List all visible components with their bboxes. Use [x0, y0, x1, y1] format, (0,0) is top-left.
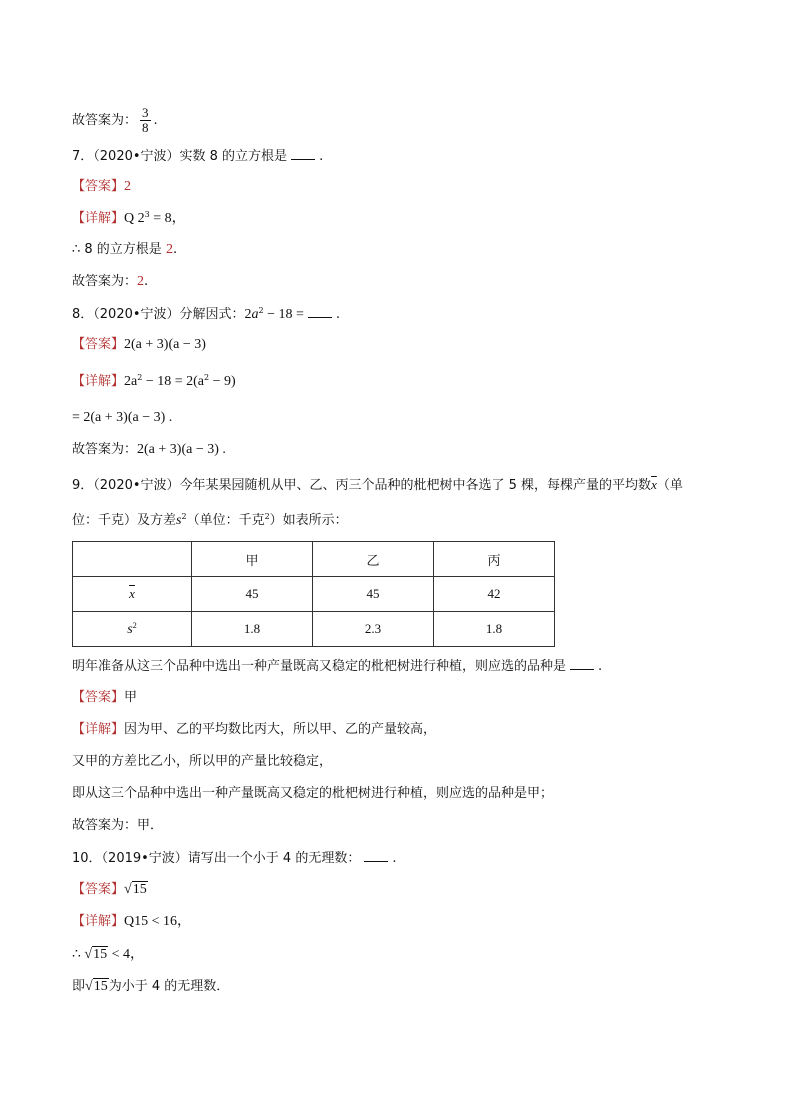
table-header-cell	[73, 542, 192, 577]
detail-math: < 4，	[108, 947, 145, 962]
detail-text: 即	[72, 979, 86, 994]
period: .	[598, 659, 603, 674]
detail-math: − 9)	[209, 374, 236, 389]
expr-coef: 2	[244, 307, 252, 322]
table-header-cell: 甲	[192, 542, 313, 577]
question-9-text-end: （单	[656, 478, 683, 493]
detail-text: 因为甲、乙的平均数比丙大，所以甲、乙的产量较高，	[124, 722, 437, 737]
question-7	[72, 147, 323, 166]
detail-tag: 【详解】	[72, 722, 125, 737]
q9-final-line	[72, 817, 163, 835]
mean-symbol: $\overline{x}$	[651, 477, 657, 492]
detail-math-rest: = 8，	[149, 211, 186, 226]
final-answer-label: 故答案为：	[72, 274, 138, 289]
answer-blank	[308, 305, 332, 318]
radicand: 15	[132, 882, 147, 897]
period: .	[335, 307, 341, 322]
detail-math: = 2(a + 3)(a − 3) .	[72, 410, 173, 425]
detail-math: Q15 < 16，	[124, 914, 192, 929]
q10-detail-line-3	[72, 978, 229, 996]
detail-math: 2a	[124, 374, 138, 389]
table-row	[73, 612, 555, 647]
variance-symbol: s	[176, 513, 182, 528]
period: .	[392, 851, 397, 866]
question-10-text: 10．（2019•宁波）请写出一个小于 4 的无理数：	[72, 851, 361, 866]
table-header-row	[73, 542, 555, 577]
expr-var: a	[251, 307, 259, 322]
final-answer-label: 故答案为：	[72, 442, 138, 457]
sqrt-expression: √15	[124, 882, 147, 897]
table-cell: 1.8	[434, 612, 555, 647]
exponent: 3	[144, 210, 150, 219]
q10-detail-line-2	[72, 946, 144, 964]
detail-text: 又甲的方差比乙小，所以甲的产量比较稳定，	[72, 754, 333, 769]
answer-tag: 【答案】	[72, 882, 125, 897]
q8-detail-line-2	[72, 409, 172, 427]
period: .	[144, 274, 149, 289]
table-cell: 2.3	[313, 612, 434, 647]
exponent: 2	[132, 620, 137, 630]
fraction-denominator: 8	[142, 120, 149, 135]
detail-value: 2	[165, 242, 173, 257]
question-9-text: ）如表所示：	[269, 513, 348, 528]
therefore-symbol: ∴	[72, 947, 85, 962]
expr-rest: − 18 =	[263, 307, 304, 322]
question-9-line-2	[72, 512, 348, 530]
data-table	[72, 541, 555, 647]
detail-text: ∴ 8 的立方根是	[72, 242, 166, 257]
q10-detail-line	[72, 913, 191, 931]
question-7-text: 7．（2020•宁波）实数 8 的立方根是	[72, 149, 288, 164]
question-9-after-table	[72, 657, 602, 676]
question-9	[72, 476, 683, 495]
question-8-text: 8．（2020•宁波）分解因式：	[72, 307, 245, 322]
final-answer-value: 2(a + 3)(a − 3) .	[137, 442, 226, 457]
q8-final-line	[72, 441, 226, 459]
q8-detail-line	[72, 373, 236, 391]
exponent: 2	[204, 373, 210, 382]
question-10	[72, 849, 396, 868]
detail-text: 为小于 4 的无理数．	[108, 979, 230, 994]
question-9-text: （单位：千克	[186, 513, 265, 528]
detail-text: 即从这三个品种中选出一种产量既高又稳定的枇杷树进行种植，则应选的品种是甲；	[72, 786, 554, 801]
table-row-label	[73, 612, 192, 647]
question-8	[72, 305, 340, 324]
final-answer-text: 故答案为：甲．	[72, 818, 164, 833]
detail-math: − 18 = 2(a	[142, 374, 204, 389]
answer-blank	[364, 849, 388, 862]
q7-final-line	[72, 273, 148, 291]
period: .	[172, 242, 178, 257]
q9-answer-line	[72, 689, 137, 707]
table-row-label	[73, 577, 192, 612]
question-9-text: 明年准备从这三个品种中选出一种产量既高又稳定的枇杷树进行种植，则应选的品种是	[72, 659, 567, 674]
q7-answer-line	[72, 178, 131, 196]
period: .	[319, 149, 324, 164]
answer-value: 2	[124, 179, 132, 194]
q7-detail-line-2	[72, 241, 177, 259]
exponent: 2	[264, 512, 270, 521]
table-cell: 45	[313, 577, 434, 612]
mean-symbol: $\overline{x}$	[129, 586, 135, 601]
final-answer-value: 2	[137, 274, 145, 289]
answer-blank	[570, 657, 594, 670]
radicand: 15	[93, 979, 108, 994]
question-9-text: 9．（2020•宁波）今年某果园随机从甲、乙、丙三个品种的枇杷树中各选了 5 棵，每棵产量的平均数	[72, 478, 652, 493]
answer-tag: 【答案】	[72, 690, 125, 705]
final-answer-label: 故答案为：	[72, 113, 138, 128]
answer-value: 甲	[124, 690, 138, 705]
table-header-cell: 乙	[313, 542, 434, 577]
detail-tag: 【详解】	[72, 914, 125, 929]
variance-symbol: s	[127, 621, 133, 637]
table-cell: 42	[434, 577, 555, 612]
exponent: 2	[137, 373, 143, 382]
detail-math: Q 2	[124, 211, 145, 226]
answer-blank	[291, 147, 315, 160]
q10-answer-line	[72, 881, 148, 899]
table-cell: 45	[192, 577, 313, 612]
answer-value: 2(a + 3)(a − 3)	[124, 337, 206, 352]
detail-tag: 【详解】	[72, 211, 125, 226]
q9-detail-line	[72, 721, 436, 739]
sqrt-expression: √15	[85, 979, 108, 994]
q9-detail-line-2	[72, 753, 332, 771]
final-answer-line-q6	[72, 106, 158, 135]
q8-answer-line	[72, 336, 206, 354]
fraction-numerator: 3	[142, 105, 149, 120]
radicand: 15	[93, 947, 108, 962]
detail-tag: 【详解】	[72, 374, 125, 389]
answer-tag: 【答案】	[72, 337, 125, 352]
exponent: 2	[181, 512, 187, 521]
exponent: 2	[258, 306, 264, 315]
q9-detail-line-3	[72, 785, 553, 803]
question-9-text: 位：千克）及方差	[72, 513, 177, 528]
sqrt-expression: √15	[84, 947, 108, 962]
q7-detail-line	[72, 210, 186, 228]
fraction	[140, 106, 151, 135]
period: .	[153, 113, 158, 128]
table-row	[73, 577, 555, 612]
answer-tag: 【答案】	[72, 179, 125, 194]
table-header-cell: 丙	[434, 542, 555, 577]
table-cell: 1.8	[192, 612, 313, 647]
